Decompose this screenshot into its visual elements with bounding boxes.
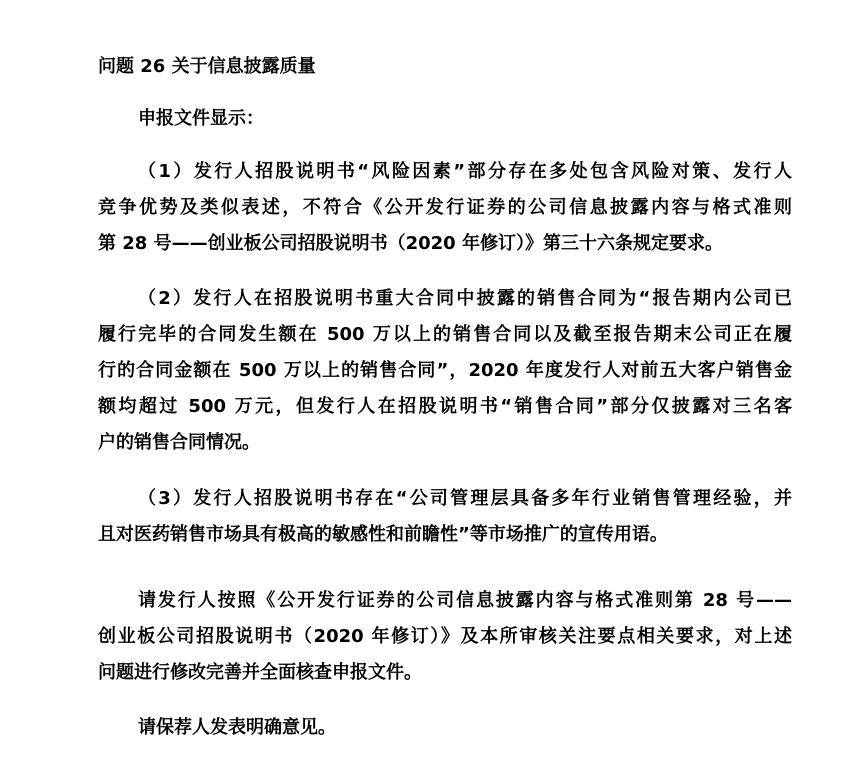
item-2-line: 户的销售合同情况。 (98, 432, 260, 453)
item-2-paragraph (98, 281, 792, 461)
item-3-line: （3）发行人招股说明书存在“公司管理层具备多年行业销售管理经验，并 (138, 488, 792, 509)
intro-text: 申报文件显示： (138, 108, 264, 129)
item-3-paragraph (98, 481, 792, 553)
question-title: 问题 26 关于信息披露质量 (98, 56, 316, 77)
request-line: 请发行人按照《公开发行证券的公司信息披露内容与格式准则第 28 号—— (138, 590, 792, 611)
item-1-line: （1）发行人招股说明书“风险因素”部分存在多处包含风险对策、发行人 (138, 161, 792, 182)
item-2-line: 额均超过 500 万元，但发行人在招股说明书“销售合同”部分仅披露对三名客 (98, 396, 792, 417)
request-line: 问题进行修改完善并全面核查申报文件。 (98, 662, 422, 683)
request-line: 创业板公司招股说明书（2020 年修订）》及本所审核关注要点相关要求，对上述 (98, 626, 792, 647)
item-2-line: 履行完毕的合同发生额在 500 万以上的销售合同以及截至报告期末公司正在履 (98, 324, 792, 345)
item-1-paragraph (98, 154, 792, 262)
item-2-line: （2）发行人在招股说明书重大合同中披露的销售合同为“报告期内公司已 (138, 288, 792, 309)
item-3-line: 且对医药销售市场具有极高的敏感性和前瞻性”等市场推广的宣传用语。 (98, 524, 668, 545)
item-1-line: 竞争优势及类似表述，不符合《公开发行证券的公司信息披露内容与格式准则 (98, 197, 792, 218)
item-2-line: 行的合同金额在 500 万以上的销售合同”，2020 年度发行人对前五大客户销售金 (98, 360, 792, 381)
item-1-line: 第 28 号——创业板公司招股说明书（2020 年修订）》第三十六条规定要求。 (98, 233, 723, 254)
sponsor-request-text: 请保荐人发表明确意见。 (138, 717, 336, 738)
request-paragraph (98, 583, 792, 691)
